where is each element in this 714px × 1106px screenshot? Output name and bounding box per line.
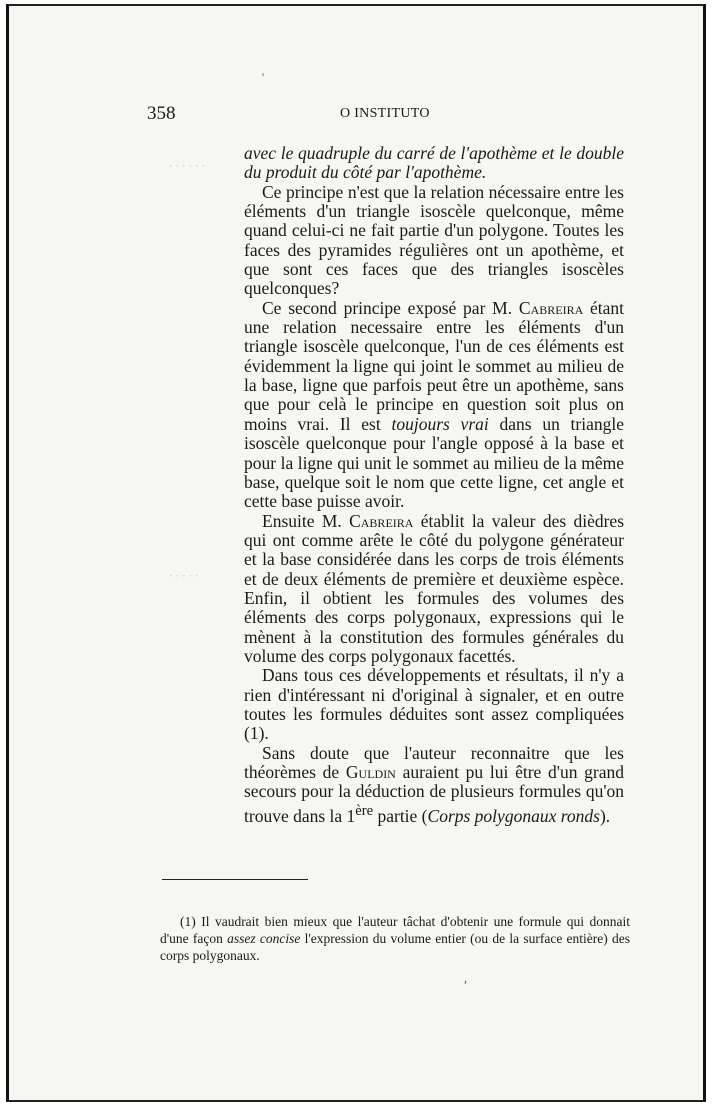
paragraph-text: étant une relation necessaire entre les éléments d'un triangle isoscèle quelconque, l'un de ces éléments est évidemment la ligne qui joint le sommet au milieu de la base, ligne que parfois peut être un apothème, sans que pour celà le principe en question soit plus on moins vrai. Il est — [244, 297, 625, 434]
paragraph-text: dans un triangle isoscèle quelconque pour l'angle opposé à la base et pour la ligne qui unit le sommet au milieu de la même base, quelque soit le nom que cette ligne, cet angle et cette base puisse avoir. — [244, 413, 625, 512]
stray-mark: , — [464, 971, 467, 985]
author-name: Guldin — [345, 762, 396, 782]
running-head: O INSTITUTO — [340, 106, 430, 121]
paragraph-text: établit la valeur des dièdres qui ont comme arête le côté du polygone générateur et la base considérée dans les corps de trois éléments et de deux éléments de première et deuxième espèce. Enfin, il obtient les formules des volumes des éléments des corps polygonaux, expressions qui le mènent à la constitution des formules générales du volume des corps polygonaux facettés. — [244, 510, 625, 666]
ordinal-number: 1 — [346, 805, 356, 826]
paragraph-1 — [244, 144, 624, 183]
bleed-through-text: · · · · · — [169, 568, 199, 583]
bleed-through-text: · · · · · · — [169, 158, 205, 173]
paragraph-text: ). — [599, 805, 611, 826]
paragraph-text: Sans doute que l'auteur reconnaitre que les théorèmes de — [244, 742, 624, 782]
footnote-rule — [162, 879, 308, 880]
paragraph-text: Ensuite M. — [262, 510, 342, 531]
footnote-paragraph — [160, 913, 630, 964]
footnote-text: l'expression du volume entier (ou de la surface entière) des corps polygonaux. — [160, 931, 630, 963]
author-name: Cabreira — [349, 510, 414, 531]
paragraph-text: partie ( — [377, 805, 428, 826]
paragraph-text: Ce second principe exposé par M. — [262, 297, 513, 318]
page-header — [0, 103, 714, 127]
main-text — [244, 144, 624, 826]
page-number: 358 — [147, 103, 176, 124]
paragraph-4 — [244, 512, 624, 667]
paragraph-6 — [244, 744, 624, 826]
emphasis: toujours vrai — [391, 413, 489, 434]
paragraph-5: Dans tous ces développements et résultats, il n'y a rien d'intéressant ni d'original à signaler, et en outre toutes les formules déduites sont assez compliquées (1). — [244, 665, 624, 744]
footnote — [160, 913, 630, 964]
footnote-emphasis: assez concise — [227, 931, 301, 946]
ordinal-suffix: ère — [355, 802, 374, 819]
author-name: Cabreira — [518, 297, 584, 318]
paragraph-2: Ce principe n'est que la relation nécessaire entre les éléments d'un triangle isoscèle quelconque, même quand celui-ci ne fait partie d'un polygone. Toutes les faces des pyramides régulières ont un apothème, et que sont ces faces que des triangles isoscèles quelconques? — [244, 181, 624, 299]
paragraph-text: auraient pu lui être d'un grand secours pour la déduction de plusieurs formules qu'on trouve dans la — [244, 762, 625, 826]
footnote-text: (1) Il vaudrait bien mieux que l'auteur tâchat d'obtenir une formule qui donnait d'une façon — [160, 914, 630, 946]
paragraph-3 — [244, 299, 624, 512]
stray-mark: ' — [262, 70, 265, 84]
emphasis: Corps polygonaux ronds — [427, 805, 600, 826]
paragraph-text: avec le quadruple du carré de l'apothème et le double du produit du côté par l'apothème. — [244, 143, 624, 183]
